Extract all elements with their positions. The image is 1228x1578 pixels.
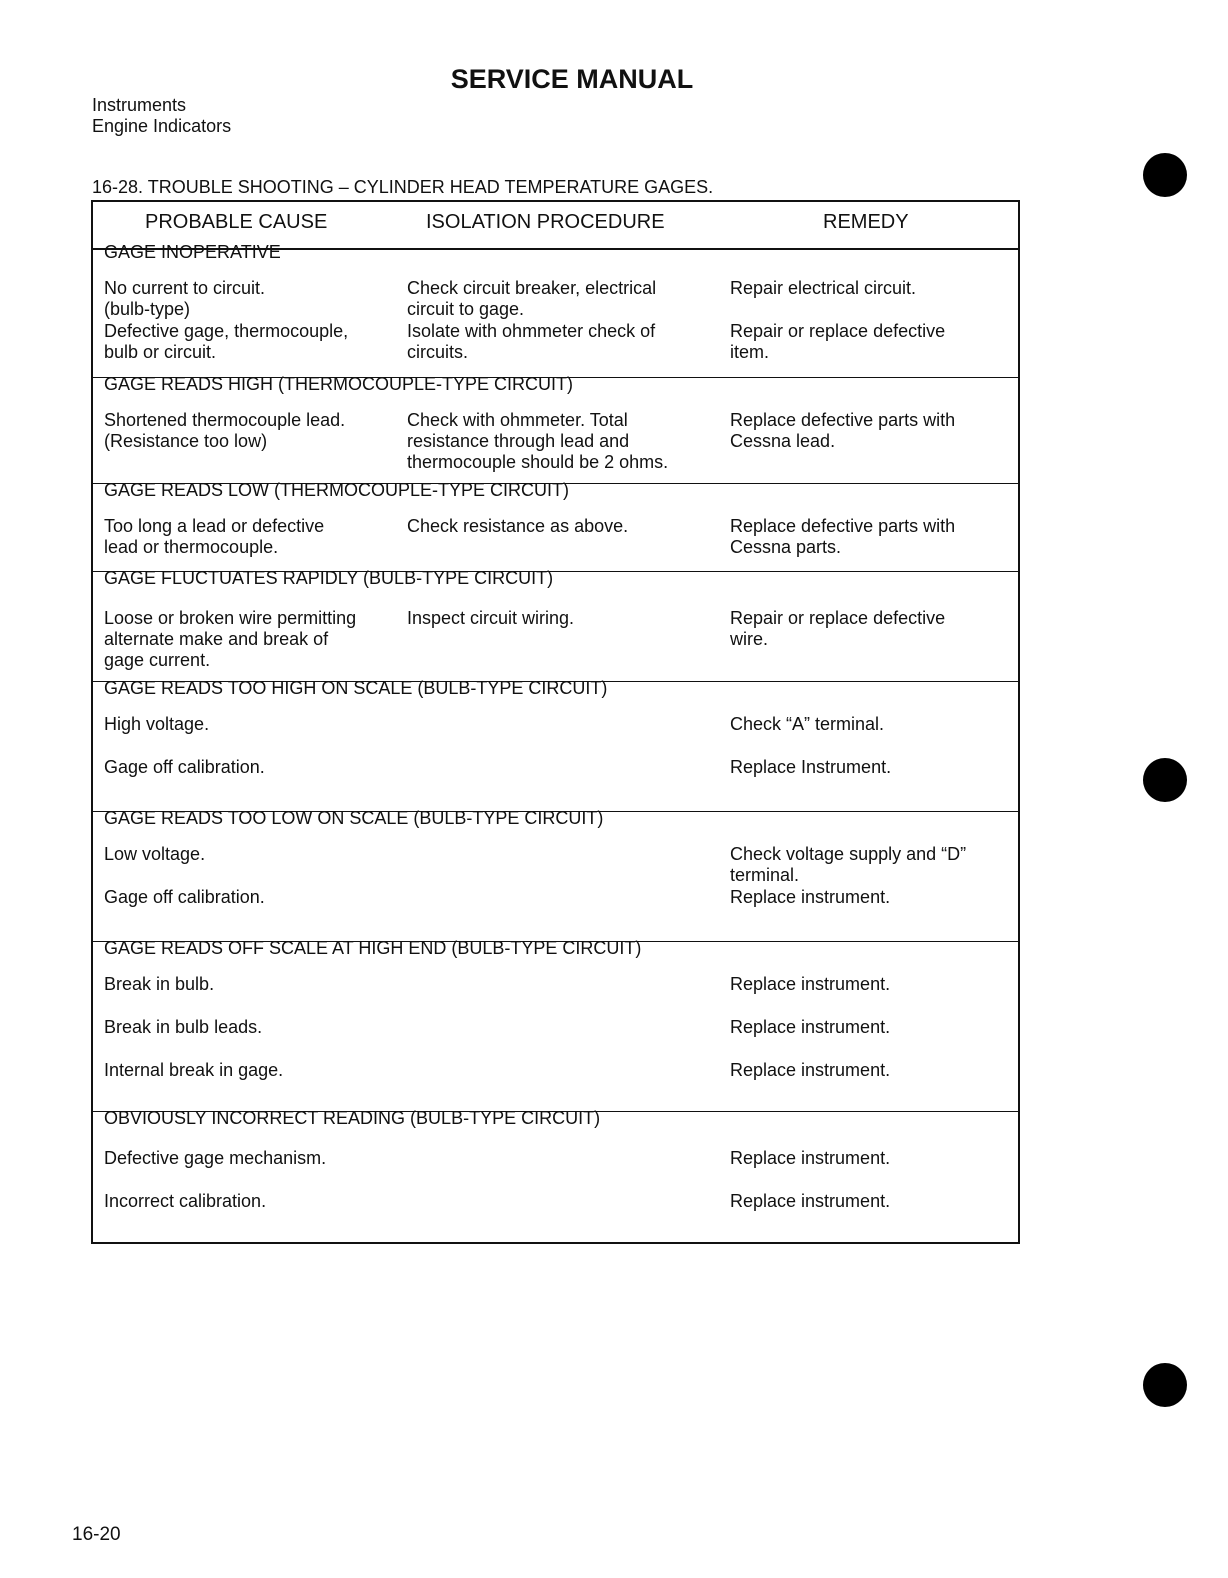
column-header-remedy: REMEDY — [823, 211, 909, 233]
remedy: Replace instrument. — [730, 887, 891, 907]
table-row — [93, 757, 1018, 800]
table-section — [93, 568, 1018, 682]
table-section — [93, 808, 1018, 942]
table-row — [93, 1060, 1018, 1103]
remedy: Repair or replace defective wire. — [730, 608, 946, 649]
section-title: GAGE READS OFF SCALE AT HIGH END (BULB-TYPE CIRCUIT) — [104, 938, 642, 958]
remedy: Replace instrument. — [730, 1148, 891, 1168]
document-title: SERVICE MANUAL — [450, 64, 694, 94]
table-section — [93, 678, 1018, 812]
table-section — [93, 242, 1018, 377]
table-caption: 16-28. TROUBLE SHOOTING – CYLINDER HEAD TEMPERATURE GAGES. — [92, 177, 714, 197]
probable-cause: Break in bulb leads. — [104, 1017, 263, 1037]
isolation-procedure: Check circuit breaker, electrical circuit to gage. — [407, 278, 657, 319]
probable-cause: No current to circuit. (bulb-type) — [104, 278, 266, 319]
table-row — [93, 321, 1018, 364]
table-row — [93, 974, 1018, 1017]
punch-hole-icon — [1143, 758, 1187, 802]
table-section — [93, 1108, 1018, 1245]
section-title: GAGE FLUCTUATES RAPIDLY (BULB-TYPE CIRCUIT) — [104, 568, 554, 588]
remedy: Repair electrical circuit. — [730, 278, 917, 298]
table-row — [93, 844, 1018, 887]
table-row — [93, 1017, 1018, 1060]
remedy: Replace instrument. — [730, 1060, 891, 1080]
remedy: Replace Instrument. — [730, 757, 892, 777]
column-header-isolation: ISOLATION PROCEDURE — [426, 211, 665, 233]
section-title: GAGE READS HIGH (THERMOCOUPLE-TYPE CIRCUIT) — [104, 374, 574, 394]
probable-cause: Defective gage, thermocouple, bulb or circuit. — [104, 321, 349, 362]
table-row — [93, 410, 1018, 472]
section-title: GAGE READS LOW (THERMOCOUPLE-TYPE CIRCUIT) — [104, 480, 570, 500]
table-section — [93, 374, 1018, 484]
table-row — [93, 1148, 1018, 1191]
isolation-procedure: Check with ohmmeter. Total resistance through lead and thermocouple should be 2 ohms. — [407, 410, 669, 472]
probable-cause: Break in bulb. — [104, 974, 215, 994]
table-row — [93, 608, 1018, 670]
table-row — [93, 887, 1018, 930]
table-row — [93, 278, 1018, 321]
probable-cause: Internal break in gage. — [104, 1060, 284, 1080]
punch-hole-icon — [1143, 1363, 1187, 1407]
section-title: GAGE INOPERATIVE — [104, 242, 281, 262]
remedy: Check voltage supply and “D” terminal. — [730, 844, 967, 885]
punch-hole-icon — [1143, 153, 1187, 197]
probable-cause: Too long a lead or defective lead or thermocouple. — [104, 516, 325, 557]
remedy: Replace defective parts with Cessna lead. — [730, 410, 956, 451]
table-section — [93, 480, 1018, 572]
header-chapter: Instruments — [92, 95, 187, 115]
troubleshooting-table — [91, 200, 1020, 1244]
section-title: GAGE READS TOO LOW ON SCALE (BULB-TYPE CIRCUIT) — [104, 808, 604, 828]
remedy: Replace instrument. — [730, 1191, 891, 1211]
isolation-procedure: Check resistance as above. — [407, 516, 629, 536]
probable-cause: Low voltage. — [104, 844, 206, 864]
probable-cause: High voltage. — [104, 714, 210, 734]
probable-cause: Gage off calibration. — [104, 757, 265, 777]
table-row — [93, 516, 1018, 559]
table-section — [93, 938, 1018, 1112]
section-title: GAGE READS TOO HIGH ON SCALE (BULB-TYPE CIRCUIT) — [104, 678, 608, 698]
isolation-procedure: Isolate with ohmmeter check of circuits. — [407, 321, 656, 362]
probable-cause: Incorrect calibration. — [104, 1191, 267, 1211]
remedy: Check “A” terminal. — [730, 714, 885, 734]
probable-cause: Defective gage mechanism. — [104, 1148, 327, 1168]
remedy: Replace defective parts with Cessna parts. — [730, 516, 956, 557]
table-row — [93, 714, 1018, 757]
table-row — [93, 1191, 1018, 1234]
remedy: Replace instrument. — [730, 974, 891, 994]
remedy: Repair or replace defective item. — [730, 321, 946, 362]
column-header-cause: PROBABLE CAUSE — [145, 211, 328, 233]
probable-cause: Gage off calibration. — [104, 887, 265, 907]
probable-cause: Shortened thermocouple lead. (Resistance too low) — [104, 410, 346, 451]
section-title: OBVIOUSLY INCORRECT READING (BULB-TYPE CIRCUIT) — [104, 1108, 601, 1128]
header-section: Engine Indicators — [92, 116, 232, 136]
isolation-procedure: Inspect circuit wiring. — [407, 608, 575, 628]
page-number: 16-20 — [72, 1524, 121, 1545]
probable-cause: Loose or broken wire permitting alternate make and break of gage current. — [104, 608, 357, 670]
remedy: Replace instrument. — [730, 1017, 891, 1037]
